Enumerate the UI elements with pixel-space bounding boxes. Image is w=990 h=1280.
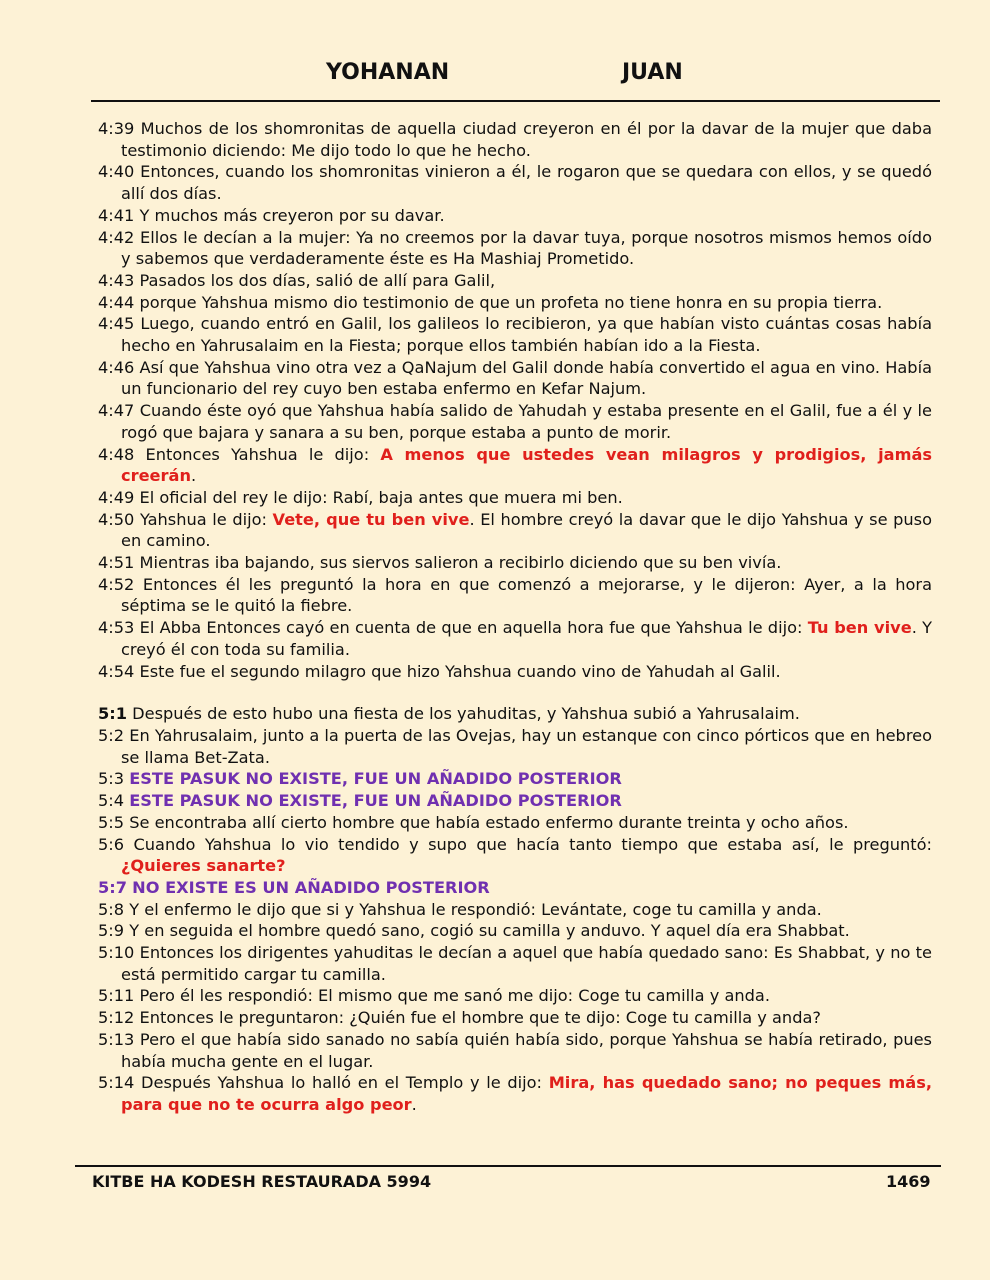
verse-ref: 4:53 <box>98 618 135 638</box>
verse-text: . El hombre creyó la davar que le dijo Yahshua y se puso en camino. <box>121 509 933 551</box>
verse <box>98 313 932 356</box>
verse-ref: 5:8 <box>98 899 125 919</box>
verse <box>98 552 932 574</box>
verse <box>98 768 932 790</box>
verse-note: ESTE PASUK NO EXISTE, FUE UN AÑADIDO POSTERIOR <box>129 791 622 811</box>
verse-ref: 5:14 <box>98 1073 135 1093</box>
verse-text: Se encontraba allí cierto hombre que había estado enfermo durante treinta y ocho años. <box>129 812 849 832</box>
verse <box>98 574 932 617</box>
verse-text: . <box>411 1094 417 1114</box>
verse <box>98 661 932 683</box>
verse <box>98 985 932 1007</box>
scripture-text <box>98 118 932 1116</box>
verse-ref: 4:44 <box>98 292 135 312</box>
verse-ref: 4:47 <box>98 401 135 421</box>
verse <box>98 617 932 660</box>
header-divider <box>91 100 940 102</box>
verse-text: Luego, cuando entró en Galil, los galileos lo recibieron, ya que habían visto cuántas cosas había hecho en Yahrusalaim en la Fiesta; porque ellos también habían ido a la Fiesta. <box>121 314 932 356</box>
verse-ref: 4:51 <box>98 553 135 573</box>
verse <box>98 703 932 725</box>
header-book-hebrew: YOHANAN <box>326 60 450 85</box>
verse-text: Y el enfermo le dijo que si y Yahshua le respondió: Levántate, coge tu camilla y anda. <box>129 899 822 919</box>
verse <box>98 790 932 812</box>
verse <box>98 400 932 443</box>
verse-ref: 5:6 <box>98 834 125 854</box>
verse-words-of-yahshua: Mira, has quedado sano; no peques más, para que no te ocurra algo peor <box>121 1073 932 1114</box>
verse-words-of-yahshua: ¿Quieres sanarte? <box>121 856 286 876</box>
chapter-5-verses <box>98 703 932 1115</box>
verse-words-of-yahshua: A menos que ustedes vean milagros y prodigios, jamás creerán <box>121 444 933 486</box>
verse-ref: 5:1 <box>98 704 127 724</box>
verse-ref: 4:49 <box>98 487 135 507</box>
verse-ref: 4:40 <box>98 162 135 182</box>
verse-text: Entonces él les preguntó la hora en que comenzó a mejorarse, y le dijeron: Ayer, a la hora séptima se le quitó la fiebre. <box>121 574 932 616</box>
verse <box>98 877 932 899</box>
verse-text: Después Yahshua lo halló en el Templo y le dijo: <box>141 1073 549 1093</box>
verse <box>98 205 932 227</box>
header-book-spanish: JUAN <box>622 60 683 85</box>
verse-note: ESTE PASUK NO EXISTE, FUE UN AÑADIDO POSTERIOR <box>129 769 622 789</box>
verse <box>98 920 932 942</box>
verse-ref: 4:48 <box>98 444 135 464</box>
verse-text: Entonces le preguntaron: ¿Quién fue el hombre que te dijo: Coge tu camilla y anda? <box>139 1008 821 1028</box>
chapter-4-verses <box>98 118 932 682</box>
verse-text: Este fue el segundo milagro que hizo Yahshua cuando vino de Yahudah al Galil. <box>139 661 781 681</box>
verse-text: Entonces Yahshua le dijo: <box>145 444 381 464</box>
chapter-gap <box>98 682 932 703</box>
verse-text: Y muchos más creyeron por su davar. <box>139 205 445 225</box>
verse-text: Muchos de los shomronitas de aquella ciudad creyeron en él por la davar de la mujer que daba testimonio diciendo: Me dijo todo lo que he hecho. <box>121 119 932 160</box>
verse-ref: 4:39 <box>98 119 135 138</box>
verse-text: Así que Yahshua vino otra vez a QaNajum del Galil donde había convertido el agua en vino. Había un funcionario del rey cuyo ben estaba enfermo en Kefar Najum. <box>121 357 932 399</box>
verse-text: porque Yahshua mismo dio testimonio de que un profeta no tiene honra en su propia tierra. <box>139 292 883 312</box>
verse <box>98 1072 932 1115</box>
verse <box>98 899 932 921</box>
verse-words-of-yahshua: Vete, que tu ben vive <box>272 509 470 529</box>
verse-ref: 5:9 <box>98 921 125 941</box>
verse-text: Cuando éste oyó que Yahshua había salido de Yahudah y estaba presente en el Galil, fue a él y le rogó que bajara y sanara a su ben, porque estaba a punto de morir. <box>121 401 932 442</box>
verse-text: Cuando Yahshua lo vio tendido y supo que hacía tanto tiempo que estaba así, le preguntó: <box>133 834 932 854</box>
verse-text: Pero el que había sido sanado no sabía quién había sido, porque Yahshua se había retirado, pues había mucha gente en el lugar. <box>121 1029 932 1071</box>
verse-ref: 5:7 <box>98 877 127 897</box>
verse <box>98 509 932 552</box>
verse-words-of-yahshua: Tu ben vive <box>807 618 912 638</box>
verse <box>98 725 932 768</box>
verse-ref: 5:5 <box>98 812 125 832</box>
verse-text: Entonces, cuando los shomronitas vinieron a él, le rogaron que se quedara con ellos, y se quedó allí dos días. <box>121 162 932 204</box>
verse-text: El oficial del rey le dijo: Rabí, baja antes que muera mi ben. <box>139 487 623 507</box>
verse-ref: 4:50 <box>98 509 135 529</box>
verse-ref: 4:45 <box>98 314 135 334</box>
verse-ref: 5:10 <box>98 943 135 963</box>
verse-ref: 4:43 <box>98 270 135 290</box>
verse <box>98 227 932 270</box>
verse-note: NO EXISTE ES UN AÑADIDO POSTERIOR <box>132 877 490 897</box>
verse-text: . Y creyó él con toda su familia. <box>121 618 932 659</box>
verse-ref: 5:13 <box>98 1029 135 1049</box>
verse <box>98 292 932 314</box>
verse-text: El Abba Entonces cayó en cuenta de que en aquella hora fue que Yahshua le dijo: <box>139 618 808 638</box>
verse-ref: 5:2 <box>98 725 125 745</box>
verse-text: En Yahrusalaim, junto a la puerta de las Ovejas, hay un estanque con cinco pórticos que en hebreo se llama Bet-Zata. <box>121 725 932 767</box>
verse-ref: 4:42 <box>98 227 135 247</box>
verse <box>98 487 932 509</box>
verse-text: Mientras iba bajando, sus siervos salieron a recibirlo diciendo que su ben vivía. <box>139 553 782 573</box>
verse-ref: 4:46 <box>98 357 135 377</box>
verse <box>98 812 932 834</box>
verse-ref: 5:4 <box>98 791 125 811</box>
verse <box>98 834 932 877</box>
verse <box>98 270 932 292</box>
verse-ref: 5:12 <box>98 1008 135 1028</box>
verse-text: Y en seguida el hombre quedó sano, cogió su camilla y anduvo. Y aquel día era Shabbat. <box>129 921 850 941</box>
verse <box>98 118 932 161</box>
page-number: 1469 <box>886 1172 931 1191</box>
verse <box>98 1029 932 1072</box>
verse-text: Ellos le decían a la mujer: Ya no creemos por la davar tuya, porque nosotros mismos hemos oído y sabemos que verdaderamente éste es Ha Mashiaj Prometido. <box>121 227 932 269</box>
verse <box>98 357 932 400</box>
verse-ref: 5:11 <box>98 986 135 1006</box>
verse-ref: 5:3 <box>98 769 125 789</box>
verse-text: Yahshua le dijo: <box>139 509 273 529</box>
verse <box>98 942 932 985</box>
verse <box>98 1007 932 1029</box>
verse <box>98 444 932 487</box>
verse-ref: 4:54 <box>98 661 135 681</box>
footer-title: KITBE HA KODESH RESTAURADA 5994 <box>92 1172 432 1191</box>
verse <box>98 161 932 204</box>
footer-divider <box>75 1165 941 1167</box>
verse-text: Pero él les respondió: El mismo que me sanó me dijo: Coge tu camilla y anda. <box>139 986 770 1006</box>
verse-text: . <box>190 466 197 486</box>
verse-text: Entonces los dirigentes yahuditas le decían a aquel que había quedado sano: Es Shabbat, y no te está permitido cargar tu camilla. <box>121 943 932 984</box>
verse-ref: 4:52 <box>98 574 135 594</box>
verse-ref: 4:41 <box>98 205 135 225</box>
verse-text: Después de esto hubo una fiesta de los yahuditas, y Yahshua subió a Yahrusalaim. <box>132 704 800 724</box>
verse-text: Pasados los dos días, salió de allí para Galil, <box>139 270 496 290</box>
page-header <box>0 60 990 90</box>
